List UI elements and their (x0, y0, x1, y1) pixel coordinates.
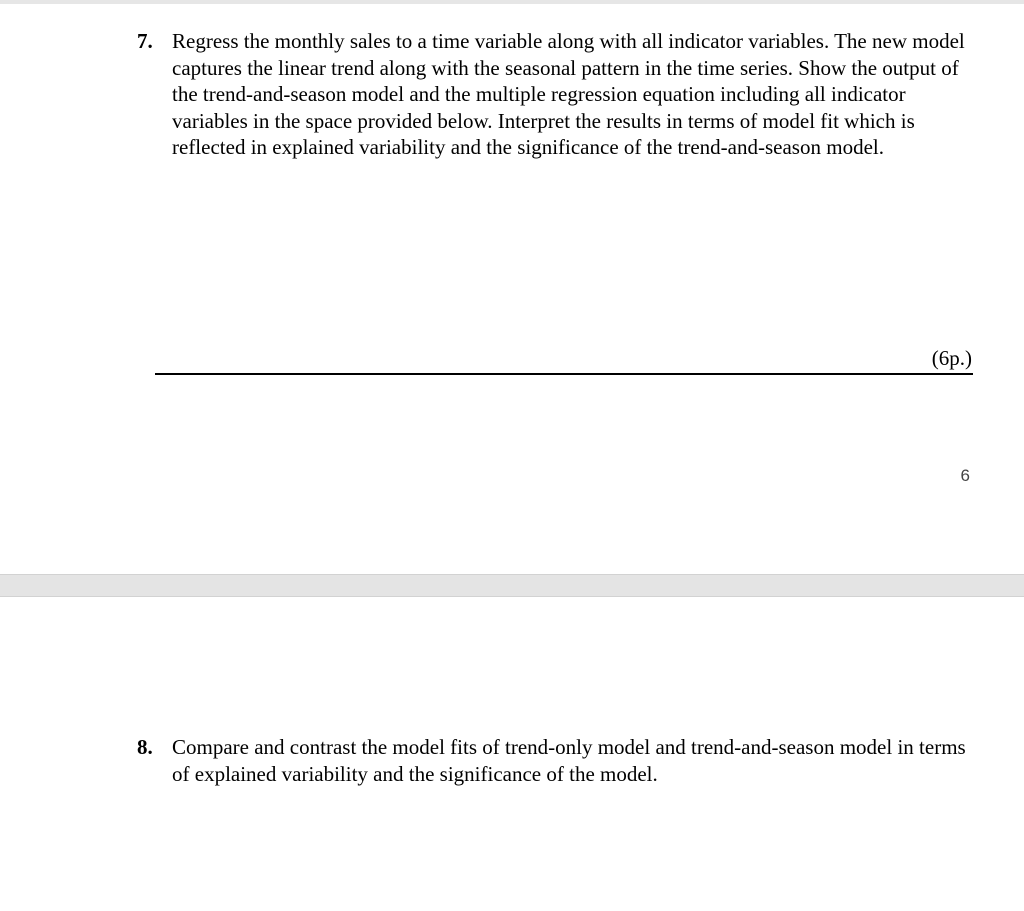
page-number: 6 (960, 466, 970, 485)
answer-separator-line (155, 373, 973, 375)
page-break-gap (0, 574, 1024, 597)
question-7 (137, 28, 977, 161)
document-page-7 (0, 597, 1024, 911)
points-label: (6p.) (931, 346, 972, 370)
question-7-number: 7. (137, 29, 153, 53)
question-8 (137, 734, 977, 787)
document-page-6 (0, 4, 1024, 574)
question-8-text: Compare and contrast the model fits of trend-only model and trend-and-season model in terms of explained variability and the significance of the model. (172, 735, 966, 786)
question-7-text: Regress the monthly sales to a time variable along with all indicator variables. The new model captures the linear trend along with the seasonal pattern in the time series. Show the output of the trend-and-season model and the multiple regression equation including all indicator variables in the space provided below. Interpret the results in terms of model fit which is reflected in explained variability and the significance of the trend-and-season model. (172, 29, 965, 159)
question-8-number: 8. (137, 735, 153, 759)
